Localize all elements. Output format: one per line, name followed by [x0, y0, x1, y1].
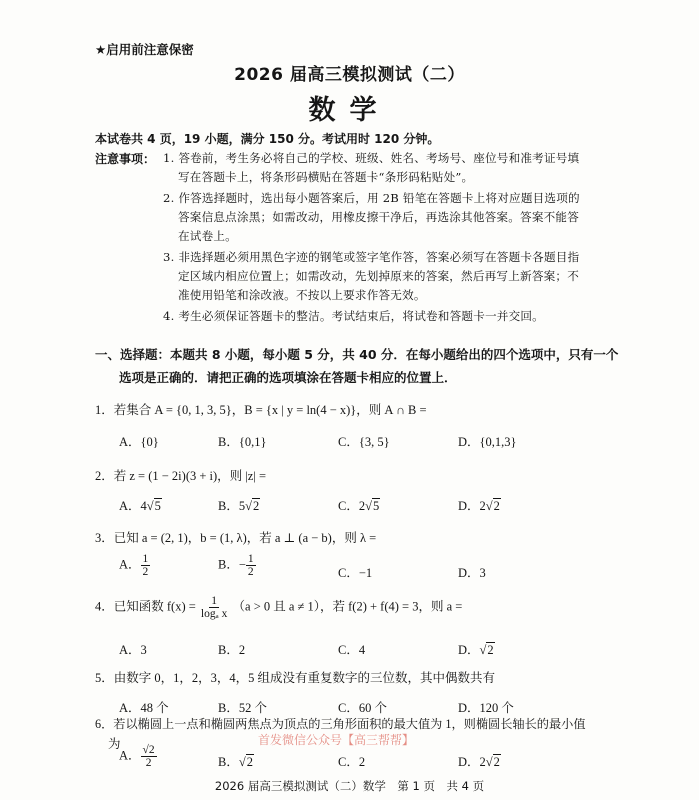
question-4-option-c: C．4 [338, 643, 366, 657]
question-3-option-a: A． $\frac{1}{2}$ [119, 553, 149, 579]
notice-item-1-line-1: 1. 答卷前，考生务必将自己的学校、班级、姓名、考场号、座位号和准考证号填 [163, 151, 580, 165]
question-6-option-c: C．2 [338, 755, 366, 769]
question-1-option-d: D．{0,1,3} [458, 435, 517, 449]
watermark: 首发微信公众号【高三帮帮】 [258, 733, 415, 747]
question-2-option-c: C．2√5 [338, 499, 380, 513]
question-5-option-d: D．120 个 [458, 701, 514, 715]
question-3-option-b: B．− $\frac{1}{2}$ [218, 553, 254, 579]
question-6-stem-line-1: 6．若以椭圆上一点和椭圆两焦点为顶点的三角形面积的最大值为 1，则椭圆长轴长的最小值 [95, 717, 586, 731]
notice-item-1-line-2: 写在答题卡上，将条形码横贴在答题卡“条形码粘贴处”。 [178, 170, 474, 184]
exam-title: 2026 届高三模拟测试（二） [234, 65, 465, 85]
question-5-option-c: C．60 个 [338, 701, 387, 715]
section-1-line-1: 一、选择题：本题共 8 小题，每小题 5 分，共 40 分．在每小题给出的四个选项中，只有一个 [95, 347, 619, 362]
subject-title: 数学 [308, 95, 391, 126]
notice-item-3-line-2: 定区域内相应位置上；如需改动，先划掉原来的答案，然后再写上新答案；不 [178, 269, 579, 283]
question-1-option-c: C．{3, 5} [338, 435, 390, 449]
notice-item-2-line-3: 在试卷上。 [178, 229, 237, 243]
notice-item-3-line-1: 3. 非选择题必须用黑色字迹的钢笔或签字笔作答，答案必须写在答题卡各题目指 [163, 250, 580, 264]
question-2-option-b: B．5√2 [218, 499, 260, 513]
question-2-stem: 2．若 z = (1 − 2i)(3 + i)，则 |z| = [95, 469, 267, 483]
question-1-option-b: B．{0,1} [218, 435, 267, 449]
notice-item-2-line-1: 2. 作答选择题时，选出每小题答案后，用 2B 铅笔在答题卡上将对应题目选项的 [163, 191, 580, 205]
question-6-option-b: B．√2 [218, 755, 253, 769]
question-3-option-c: C．−1 [338, 566, 373, 580]
notice-item-4-line-1: 4. 考生必须保证答题卡的整洁。考试结束后，将试卷和答题卡一并交回。 [163, 309, 544, 323]
question-3-stem: 3．已知 a = (2, 1)，b = (1, λ)，若 a ⊥ (a − b)，则 λ = [95, 531, 377, 545]
question-1-stem: 1．若集合 A = {0, 1, 3, 5}，B = {x | y = ln(4 − x)}，则 A ∩ B = [95, 403, 427, 417]
notice-item-2-line-2: 答案信息点涂黑；如需改动，用橡皮擦干净后，再选涂其他答案。答案不能答 [178, 210, 579, 224]
question-4-option-a: A．3 [119, 643, 147, 657]
question-4-stem: 4．已知函数 f(x) = $\frac{1}{\text{logₐ x}}$ （a > 0 且 a ≠ 1），若 f(2) + f(4) = 3，则 a = [95, 595, 463, 621]
question-1-option-a: A．{0} [119, 435, 159, 449]
question-4-option-b: B．2 [218, 643, 246, 657]
question-3-option-d: D．3 [458, 566, 486, 580]
notice-title: 注意事项： [95, 152, 156, 166]
notice-item-3-line-3: 准使用铅笔和涂改液。不按以上要求作答无效。 [178, 288, 426, 302]
question-4-option-d: D．√2 [458, 643, 494, 657]
question-6-stem-line-2: 为 [108, 737, 121, 751]
exam-info: 本试卷共 4 页，19 小题，满分 150 分。考试用时 120 分钟。 [95, 132, 440, 146]
question-5-option-b: B．52 个 [218, 701, 267, 715]
confidential-label: ★启用前注意保密 [95, 42, 194, 57]
question-5-stem: 5．由数字 0，1，2，3，4，5 组成没有重复数字的三位数，其中偶数共有 [95, 671, 496, 685]
question-2-option-d: D．2√2 [458, 499, 500, 513]
question-2-option-a: A．4√5 [119, 499, 161, 513]
page-footer: 2026 届高三模拟测试（二）数学 第 1 页 共 4 页 [214, 779, 485, 793]
question-5-option-a: A．48 个 [119, 701, 169, 715]
question-6-option-a: A． $\frac{√2}{2}$ [119, 744, 155, 770]
section-1-line-2: 选项是正确的．请把正确的选项填涂在答题卡相应的位置上． [119, 370, 457, 385]
question-6-option-d: D．2√2 [458, 755, 500, 769]
